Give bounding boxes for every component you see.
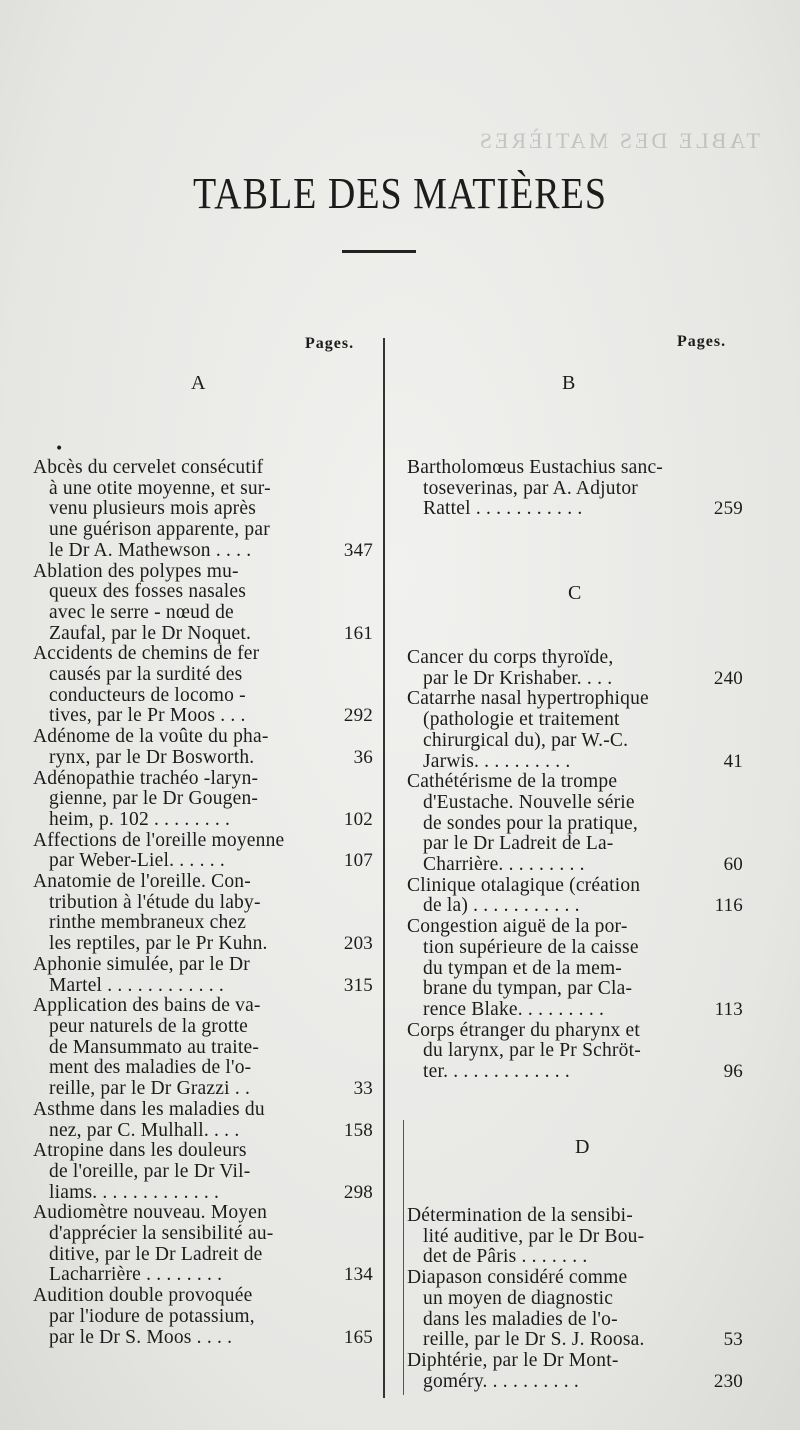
toc-entry bbox=[407, 458, 743, 520]
toc-entry bbox=[407, 772, 743, 876]
section-letter-b: B bbox=[562, 372, 576, 394]
entry-line: lité auditive, par le Dr Bou- bbox=[423, 1225, 645, 1247]
entry-line: par l'iodure de potassium, bbox=[49, 1305, 255, 1327]
bleed-through-running-head: TABLE DES MATIÈRES bbox=[476, 128, 760, 153]
entry-line: Zaufal, par le Dr Noquet. bbox=[49, 622, 252, 644]
entry-page-number: 161 bbox=[343, 622, 373, 644]
toc-entry bbox=[33, 872, 373, 955]
section-b-entries bbox=[407, 458, 743, 520]
entry-line: chirurgical du), par W.-C. bbox=[423, 729, 629, 751]
entry-line: rynx, par le Dr Bosworth. bbox=[49, 746, 255, 768]
section-letter-c: C bbox=[568, 582, 582, 604]
entry-line: Diapason considéré comme bbox=[407, 1267, 628, 1289]
entry-line: heim, p. 102 . . . . . . . . bbox=[49, 808, 231, 830]
entry-line: les reptiles, par le Pr Kuhn. bbox=[49, 933, 268, 955]
entry-line: Diphtérie, par le Dr Mont- bbox=[407, 1349, 619, 1371]
entry-line: Asthme dans les maladies du bbox=[33, 1098, 265, 1120]
entry-page-number: 292 bbox=[343, 705, 373, 727]
entry-page-number: 230 bbox=[713, 1370, 743, 1392]
entry-page-number: 33 bbox=[353, 1078, 373, 1100]
entry-page-number: 60 bbox=[723, 854, 743, 876]
entry-page-number: 36 bbox=[353, 746, 373, 768]
entry-line: Bartholomœus Eustachius sanc- bbox=[407, 457, 664, 478]
entry-line: peur naturels de la grotte bbox=[49, 1015, 249, 1037]
entry-line: reille, par le Dr Grazzi . . bbox=[49, 1078, 251, 1100]
entry-line: à une otite moyenne, et sur- bbox=[49, 477, 271, 499]
section-letter-d: D bbox=[575, 1136, 590, 1158]
entry-line: venu plusieurs mois après bbox=[49, 498, 257, 520]
entry-line: Catarrhe nasal hypertrophique bbox=[407, 688, 649, 710]
toc-entry bbox=[407, 1206, 743, 1268]
bullet-mark: • bbox=[55, 441, 64, 457]
page-title: TABLE DES MATIÈRES bbox=[193, 169, 607, 219]
entry-page-number: 134 bbox=[343, 1264, 373, 1286]
section-d-entries bbox=[407, 1206, 743, 1392]
entry-line: gienne, par le Dr Gougen- bbox=[49, 788, 259, 810]
entry-line: Adénome de la voûte du pha- bbox=[33, 726, 269, 748]
entry-line: det de Pâris . . . . . . . bbox=[423, 1246, 588, 1268]
entry-line: Cancer du corps thyroïde, bbox=[407, 647, 614, 668]
entry-line: dans les maladies de l'o- bbox=[423, 1308, 618, 1330]
section-letter-a: A bbox=[191, 372, 206, 394]
toc-entry bbox=[407, 648, 743, 689]
entry-page-number: 315 bbox=[343, 974, 373, 996]
entry-line: du larynx, par le Pr Schröt- bbox=[423, 1040, 641, 1062]
entry-line: par le Dr Ladreit de La- bbox=[423, 833, 614, 855]
entry-line: Congestion aiguë de la por- bbox=[407, 916, 628, 938]
entry-line: du tympan et de la mem- bbox=[423, 957, 623, 979]
entry-page-number: 165 bbox=[343, 1326, 373, 1348]
entry-page-number: 41 bbox=[723, 750, 743, 772]
entry-line: nez, par C. Mulhall. . . . bbox=[49, 1119, 240, 1141]
entry-line: un moyen de diagnostic bbox=[423, 1287, 614, 1309]
toc-entry bbox=[33, 727, 373, 768]
entry-page-number: 53 bbox=[723, 1329, 743, 1351]
toc-entry bbox=[33, 955, 373, 996]
section-c-entries bbox=[407, 648, 743, 1083]
entry-line: Abcès du cervelet consécutif bbox=[33, 457, 264, 478]
entry-page-number: 259 bbox=[713, 498, 743, 520]
toc-entry bbox=[33, 562, 373, 645]
entry-line: de l'oreille, par le Dr Vil- bbox=[49, 1160, 251, 1182]
entry-line: Charrière. . . . . . . . . bbox=[423, 854, 585, 876]
entry-line: Accidents de chemins de fer bbox=[33, 643, 260, 665]
toc-entry bbox=[33, 996, 373, 1100]
entry-line: brane du tympan, par Cla- bbox=[423, 978, 633, 1000]
entry-line: ditive, par le Dr Ladreit de bbox=[49, 1243, 263, 1265]
entry-line: une guérison apparente, par bbox=[49, 519, 270, 541]
entry-line: Rattel . . . . . . . . . . . bbox=[423, 498, 583, 520]
entry-page-number: 96 bbox=[723, 1061, 743, 1083]
toc-entry bbox=[407, 1021, 743, 1083]
entry-line: Ablation des polypes mu- bbox=[33, 560, 239, 582]
toc-entry bbox=[33, 1286, 373, 1348]
entry-line: le Dr A. Mathewson . . . . bbox=[49, 539, 252, 561]
toc-entry bbox=[407, 876, 743, 917]
entry-line: Lacharrière . . . . . . . . bbox=[49, 1264, 223, 1286]
entry-line: ter. . . . . . . . . . . . . bbox=[423, 1061, 570, 1083]
toc-entry bbox=[33, 458, 373, 562]
entry-line: Corps étranger du pharynx et bbox=[407, 1019, 641, 1041]
entry-line: rinthe membraneux chez bbox=[49, 912, 247, 934]
entry-line: reille, par le Dr S. J. Roosa. bbox=[423, 1329, 645, 1351]
toc-entry bbox=[407, 1268, 743, 1351]
toc-entry bbox=[33, 644, 373, 727]
entry-page-number: 240 bbox=[713, 667, 743, 689]
entry-line: rence Blake. . . . . . . . . bbox=[423, 998, 605, 1020]
right-pages-header: Pages. bbox=[677, 333, 727, 350]
toc-entry bbox=[407, 917, 743, 1021]
entry-line: conducteurs de locomo - bbox=[49, 684, 246, 706]
entry-line: Détermination de la sensibi- bbox=[407, 1205, 633, 1226]
toc-entry bbox=[33, 1203, 373, 1286]
entry-line: tion supérieure de la caisse bbox=[423, 936, 639, 958]
entry-line: Anatomie de l'oreille. Con- bbox=[33, 871, 251, 893]
entry-page-number: 113 bbox=[714, 998, 743, 1020]
entry-line: par le Dr Krishaber. . . . bbox=[423, 667, 613, 689]
entry-line: Atropine dans les douleurs bbox=[33, 1140, 247, 1162]
toc-entry bbox=[407, 689, 743, 772]
toc-entry bbox=[33, 1141, 373, 1203]
entry-line: par Weber-Liel. . . . . . bbox=[49, 850, 225, 872]
entry-line: toseverinas, par A. Adjutor bbox=[423, 477, 638, 499]
entry-line: ment des maladies de l'o- bbox=[49, 1057, 252, 1079]
entry-line: tribution à l'étude du laby- bbox=[49, 891, 261, 913]
entry-line: Adénopathie trachéo -laryn- bbox=[33, 767, 259, 789]
entry-line: Aphonie simulée, par le Dr bbox=[33, 953, 250, 975]
entry-line: Jarwis. . . . . . . . . . bbox=[423, 750, 571, 772]
toc-entry bbox=[33, 769, 373, 831]
entry-line: Cathétérisme de la trompe bbox=[407, 771, 618, 793]
entry-line: avec le serre - nœud de bbox=[49, 601, 234, 623]
entry-page-number: 203 bbox=[343, 933, 373, 955]
entry-line: goméry. . . . . . . . . . bbox=[423, 1370, 579, 1392]
entry-page-number: 158 bbox=[343, 1119, 373, 1141]
entry-line: Audiomètre nouveau. Moyen bbox=[33, 1202, 268, 1224]
entry-line: d'Eustache. Nouvelle série bbox=[423, 791, 635, 813]
entry-page-number: 102 bbox=[343, 808, 373, 830]
entry-line: queux des fosses nasales bbox=[49, 581, 247, 603]
toc-entry bbox=[33, 831, 373, 872]
entry-line: de Mansummato au traite- bbox=[49, 1036, 260, 1058]
entry-line: liams. . . . . . . . . . . . . bbox=[49, 1181, 220, 1203]
entry-line: tives, par le Pr Moos . . . bbox=[49, 705, 246, 727]
entry-page-number: 347 bbox=[343, 539, 373, 561]
entry-line: de la) . . . . . . . . . . . bbox=[423, 895, 580, 917]
entry-line: Clinique otalagique (création bbox=[407, 874, 641, 896]
toc-entry bbox=[407, 1351, 743, 1392]
toc-entry bbox=[33, 1100, 373, 1141]
left-pages-header: Pages. bbox=[305, 335, 355, 352]
entry-line: (pathologie et traitement bbox=[423, 709, 620, 731]
entry-page-number: 116 bbox=[714, 895, 743, 917]
entry-line: Audition double provoquée bbox=[33, 1285, 253, 1307]
entry-line: de sondes pour la pratique, bbox=[423, 812, 638, 834]
entry-line: d'apprécier la sensibilité au- bbox=[49, 1223, 274, 1245]
title-rule bbox=[342, 250, 416, 253]
entry-line: par le Dr S. Moos . . . . bbox=[49, 1326, 233, 1348]
section-a-entries bbox=[33, 458, 373, 1348]
entry-page-number: 298 bbox=[343, 1181, 373, 1203]
column-divider-lower bbox=[403, 1120, 404, 1395]
entry-line: Application des bains de va- bbox=[33, 995, 261, 1017]
column-divider bbox=[383, 338, 385, 1398]
entry-line: Affections de l'oreille moyenne bbox=[33, 829, 285, 851]
entry-line: Martel . . . . . . . . . . . . bbox=[49, 974, 224, 996]
entry-line: causés par la surdité des bbox=[49, 664, 243, 686]
entry-page-number: 107 bbox=[343, 850, 373, 872]
